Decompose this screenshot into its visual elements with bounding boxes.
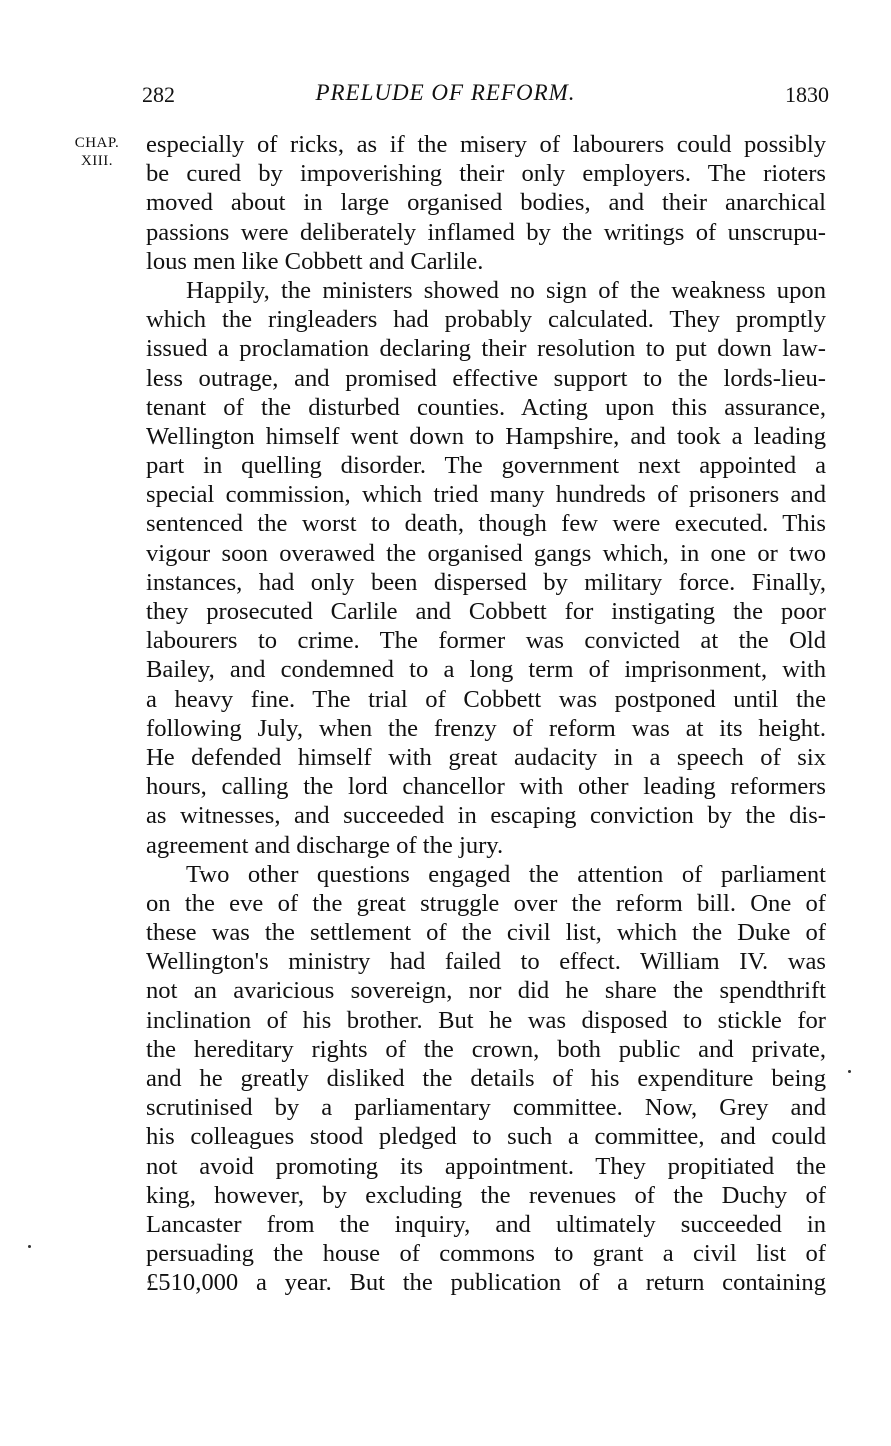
text-line: £510,000 a year. But the publication of a return containing bbox=[146, 1269, 826, 1297]
running-header bbox=[0, 78, 891, 118]
text-line: moved about in large organised bodies, and their anarchical bbox=[146, 189, 826, 217]
header-year: 1830 bbox=[785, 82, 829, 107]
scan-speck bbox=[28, 1245, 31, 1248]
text-line: passions were deliberately inflamed by the writings of unscrupu- bbox=[146, 218, 826, 246]
running-title: PRELUDE OF REFORM. bbox=[315, 80, 576, 105]
text-line: agreement and discharge of the jury. bbox=[146, 831, 504, 859]
text-line: labourers to crime. The former was convicted at the Old bbox=[146, 627, 826, 655]
chapter-label: CHAP. bbox=[74, 135, 120, 151]
text-line: king, however, by excluding the revenues of the Duchy of bbox=[146, 1181, 826, 1209]
text-line: issued a proclamation declaring their resolution to put down law- bbox=[146, 335, 826, 363]
text-line: which the ringleaders had probably calculated. They promptly bbox=[146, 306, 826, 334]
body-text bbox=[146, 130, 826, 1298]
chapter-margin-note bbox=[62, 134, 132, 170]
text-line: Wellington's ministry had failed to effect. William IV. was bbox=[146, 948, 826, 976]
text-line: not avoid promoting its appointment. They propitiated the bbox=[146, 1152, 826, 1180]
text-line: hours, calling the lord chancellor with other leading reformers bbox=[146, 773, 826, 801]
text-line: special commission, which tried many hundreds of prisoners and bbox=[146, 481, 826, 509]
text-line: the hereditary rights of the crown, both public and private, bbox=[146, 1035, 826, 1063]
text-line: Wellington himself went down to Hampshire, and took a leading bbox=[146, 422, 826, 450]
text-line: less outrage, and promised effective support to the lords-lieu- bbox=[146, 364, 826, 392]
chapter-number: XIII. bbox=[80, 153, 114, 169]
paragraph-start-line: Happily, the ministers showed no sign of the weakness upon bbox=[186, 276, 826, 304]
text-line: they prosecuted Carlile and Cobbett for instigating the poor bbox=[146, 598, 826, 625]
text-line: sentenced the worst to death, though few were executed. This bbox=[146, 510, 826, 538]
text-line: especially of ricks, as if the misery of labourers could possibly bbox=[146, 131, 826, 158]
text-line: inclination of his brother. But he was disposed to stickle for bbox=[146, 1006, 826, 1034]
text-line: following July, when the frenzy of reform was at its height. bbox=[146, 714, 826, 742]
text-line: He defended himself with great audacity in a speech of six bbox=[146, 743, 826, 771]
text-line: instances, had only been dispersed by military force. Finally, bbox=[146, 568, 826, 596]
text-line: and he greatly disliked the details of his expenditure being bbox=[146, 1065, 826, 1092]
text-line: his colleagues stood pledged to such a committee, and could bbox=[146, 1123, 826, 1151]
text-line: be cured by impoverishing their only employers. The rioters bbox=[146, 160, 826, 188]
text-line: lous men like Cobbett and Carlile. bbox=[146, 247, 484, 275]
text-line: Bailey, and condemned to a long term of imprisonment, with bbox=[146, 656, 826, 684]
text-line: part in quelling disorder. The government next appointed a bbox=[146, 452, 826, 480]
text-line: persuading the house of commons to grant a civil list of bbox=[146, 1240, 826, 1268]
text-line: these was the settlement of the civil list, which the Duke of bbox=[146, 919, 826, 947]
paragraph-start-line: Two other questions engaged the attention of parliament bbox=[186, 860, 826, 888]
text-line: on the eve of the great struggle over the reform bill. One of bbox=[146, 889, 826, 917]
text-line: scrutinised by a parliamentary committee. Now, Grey and bbox=[146, 1094, 826, 1122]
text-line: tenant of the disturbed counties. Acting upon this assurance, bbox=[146, 393, 826, 421]
text-line: not an avaricious sovereign, nor did he share the spendthrift bbox=[146, 977, 826, 1005]
text-line: a heavy fine. The trial of Cobbett was postponed until the bbox=[146, 685, 826, 713]
text-line: vigour soon overawed the organised gangs which, in one or two bbox=[146, 539, 826, 567]
scan-speck bbox=[848, 1070, 851, 1073]
page-number: 282 bbox=[142, 82, 175, 107]
text-line: as witnesses, and succeeded in escaping conviction by the dis- bbox=[146, 802, 826, 830]
text-line: Lancaster from the inquiry, and ultimately succeeded in bbox=[146, 1210, 826, 1238]
